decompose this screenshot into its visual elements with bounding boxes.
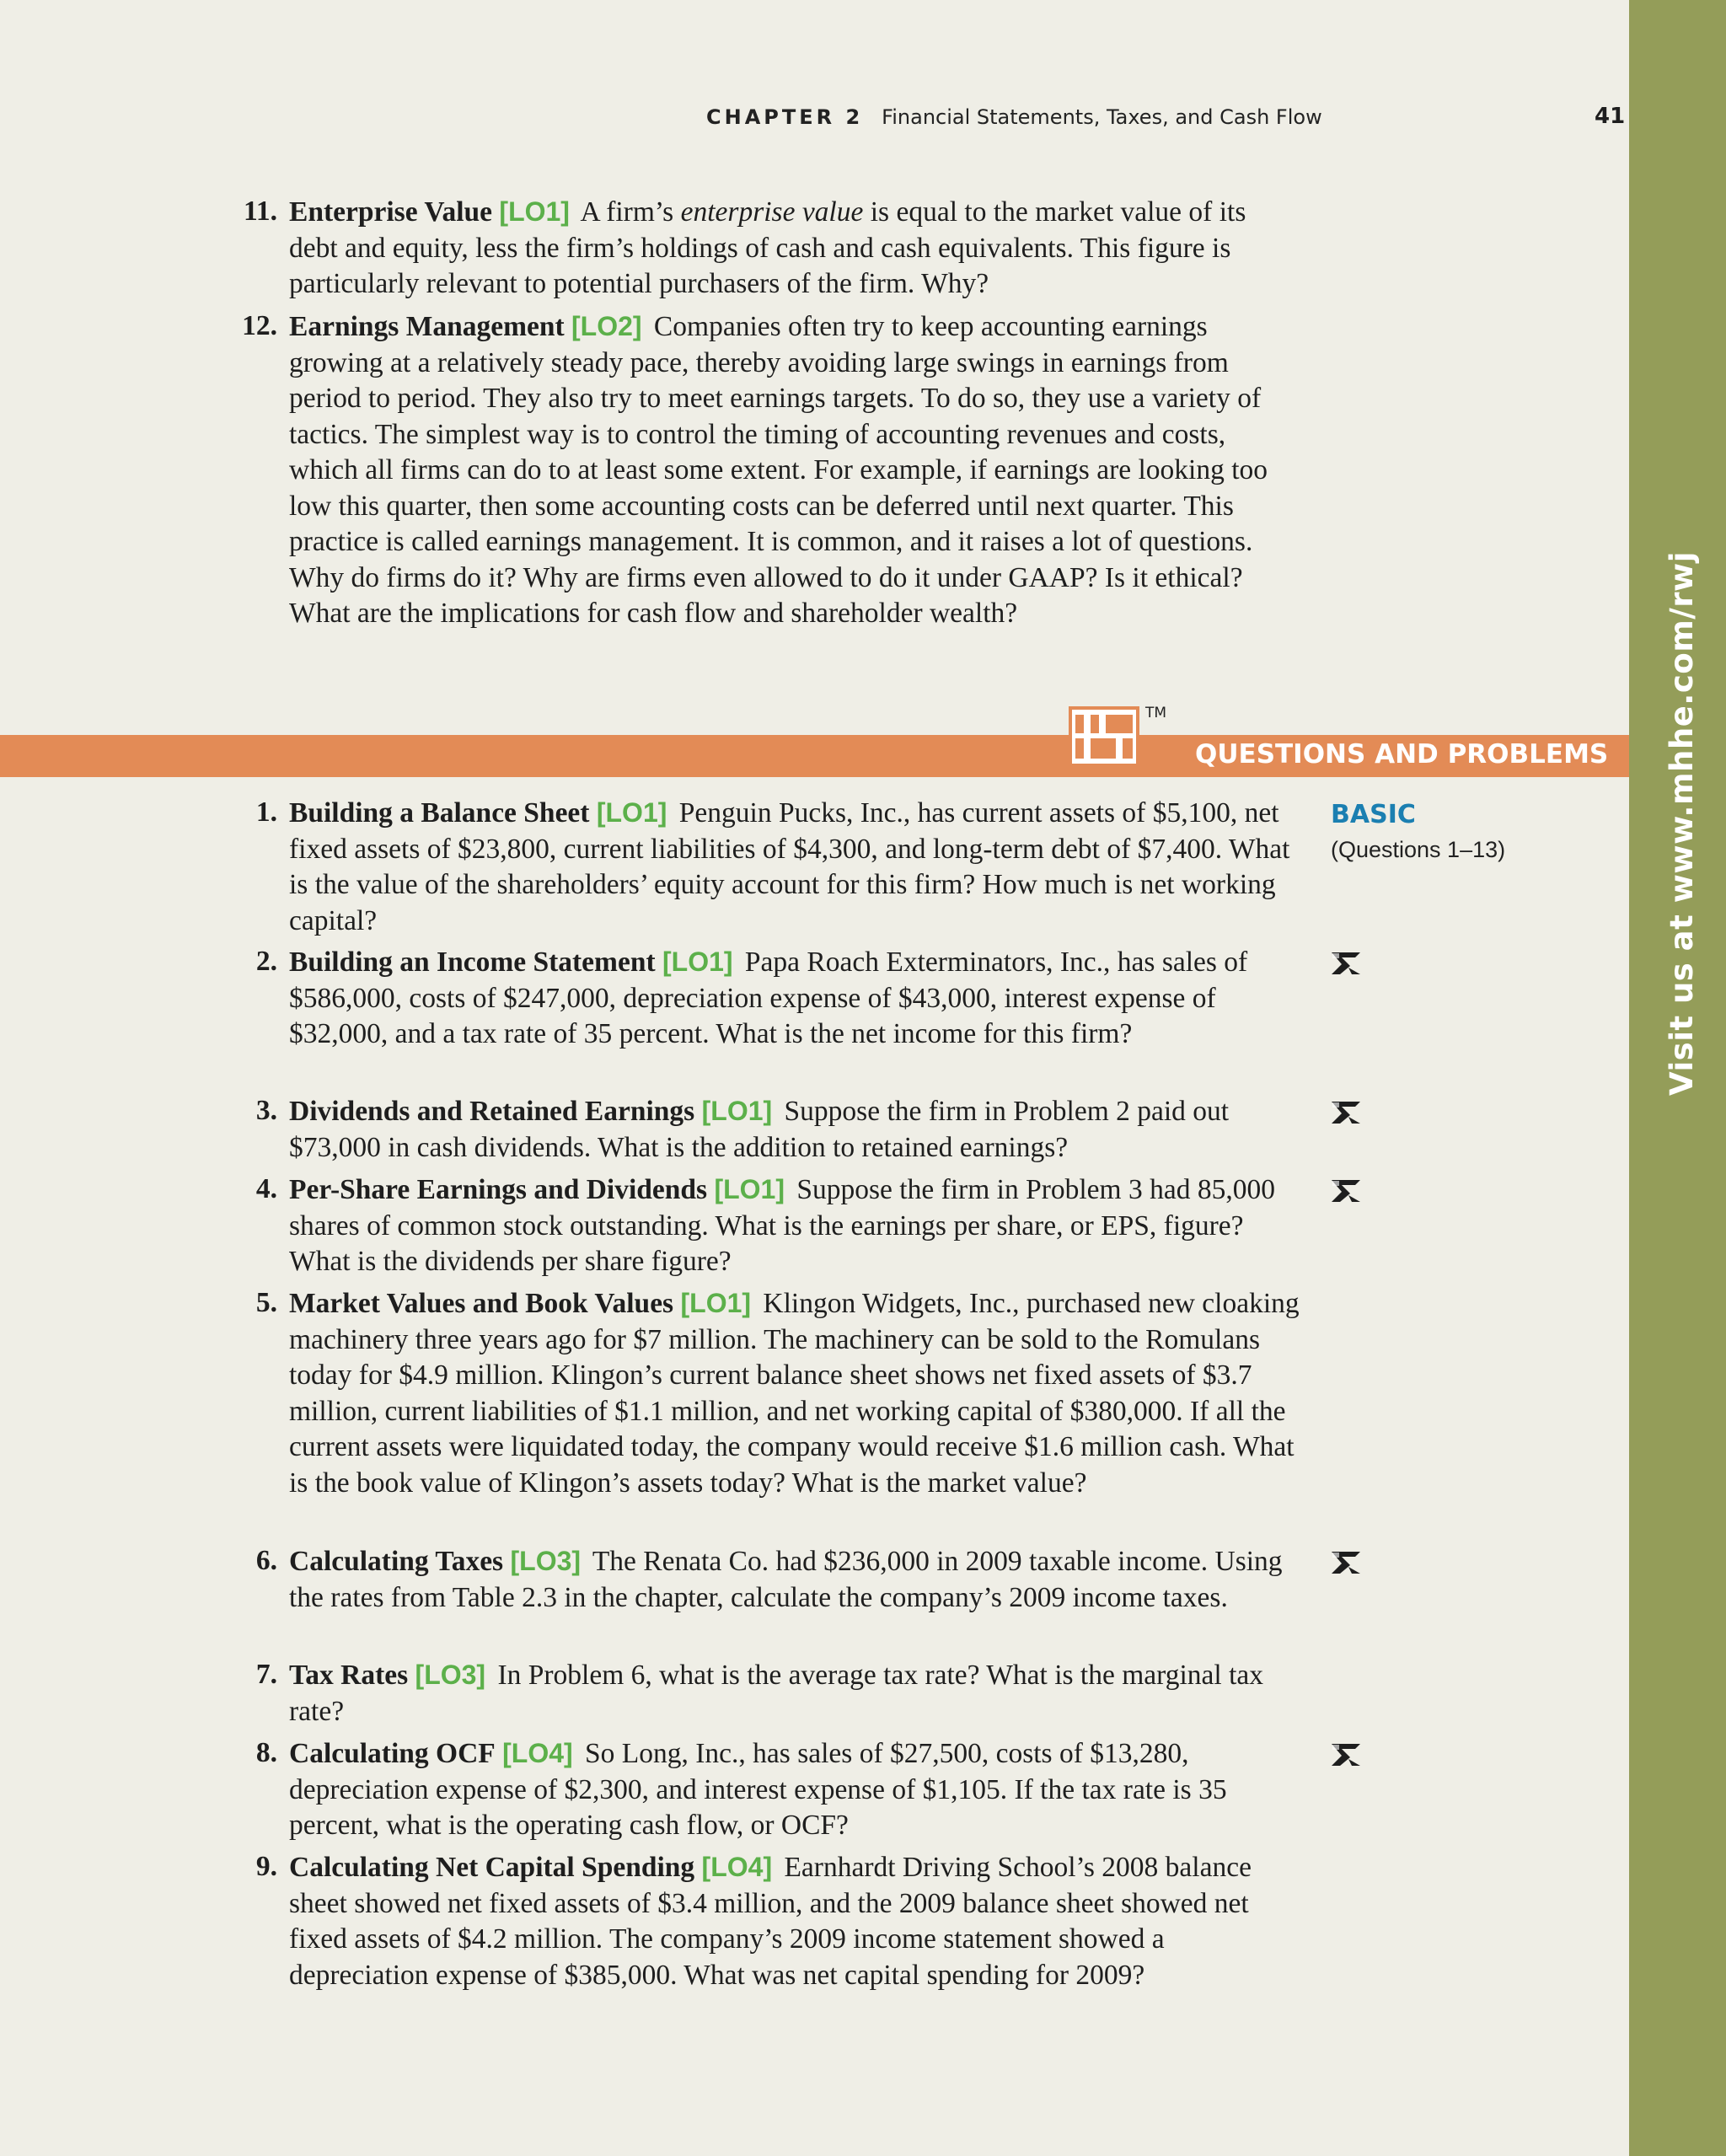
problem-number: 9.: [255, 1851, 277, 1882]
problem-text: In Problem 6, what is the average tax rate? What is the marginal tax rate?: [289, 1660, 1263, 1727]
problem-text: Papa Roach Exterminators, Inc., has sales of $586,000, costs of $247,000, depreciation expense of $43,000, interest expense of $32,000, and a tax rate of 35 percent. What is the net income for this firm?: [289, 947, 1248, 1049]
problem-title: Enterprise Value: [289, 196, 493, 228]
problem-title: Earnings Management: [289, 311, 565, 342]
problem-number: 2.: [255, 946, 277, 977]
problem-title: Market Values and Book Values: [289, 1288, 674, 1319]
chapter-label: CHAPTER 2: [706, 105, 864, 129]
learning-objective-tag: [LO1]: [701, 1096, 773, 1126]
excel-spreadsheet-icon: [1330, 1550, 1362, 1575]
problem-title: Per-Share Earnings and Dividends: [289, 1174, 708, 1205]
problem-1: [255, 795, 1300, 939]
excel-spreadsheet-icon: [1330, 1100, 1362, 1125]
problem-text: The Renata Co. had $236,000 in 2009 taxable income. Using the rates from Table 2.3 in the chapter, calculate the company’s 2009 income taxes.: [289, 1546, 1283, 1613]
problem-4: [255, 1172, 1300, 1280]
problem-number: 6.: [255, 1545, 277, 1576]
learning-objective-tag: [LO4]: [701, 1852, 773, 1882]
problem-number: 3.: [255, 1095, 277, 1126]
question-range: (Questions 1–13): [1331, 837, 1506, 862]
excel-spreadsheet-icon: [1330, 1178, 1362, 1204]
problem-text-pre: A firm’s: [580, 196, 681, 228]
trademark: TM: [1145, 705, 1167, 721]
problem-text-italic: enterprise value: [680, 196, 864, 228]
learning-objective-tag: [LO3]: [415, 1660, 486, 1690]
problem-12: [242, 308, 1300, 632]
excel-spreadsheet-icon: [1330, 1742, 1362, 1767]
problem-number: 12.: [242, 310, 277, 341]
problem-number: 11.: [243, 196, 277, 227]
difficulty-label: BASIC: [1331, 800, 1416, 829]
page-number: 41: [1595, 104, 1626, 129]
problem-5: [255, 1285, 1300, 1501]
running-head: [706, 105, 1322, 129]
problem-title: Tax Rates: [289, 1660, 409, 1691]
problem-number: 8.: [255, 1737, 277, 1768]
problem-number: 4.: [255, 1173, 277, 1204]
problem-title: Building an Income Statement: [289, 947, 656, 978]
learning-objective-tag: [LO1]: [499, 196, 570, 227]
problem-title: Dividends and Retained Earnings: [289, 1096, 695, 1127]
learning-objective-tag: [LO1]: [680, 1288, 752, 1318]
learning-objective-tag: [LO1]: [596, 797, 667, 828]
problem-number: 5.: [255, 1287, 277, 1318]
learning-objective-tag: [LO1]: [662, 947, 733, 977]
problem-title: Calculating Taxes: [289, 1546, 504, 1577]
excel-spreadsheet-icon: [1330, 951, 1362, 976]
problem-7: [255, 1657, 1300, 1730]
learning-objective-tag: [LO4]: [502, 1738, 573, 1768]
problem-9: [255, 1849, 1300, 1993]
problem-title: Building a Balance Sheet: [289, 797, 590, 829]
website-url[interactable]: Visit us at www.mhhe.com/rwj: [1664, 551, 1700, 1096]
problem-2: [255, 944, 1300, 1053]
problem-text: So Long, Inc., has sales of $27,500, costs of $13,280, depreciation expense of $2,300, and interest expense of $1,105. If the tax rate is 35 percent, what is the operating cash flow, or OCF?: [289, 1738, 1227, 1841]
chapter-title: Financial Statements, Taxes, and Cash Flow: [882, 105, 1322, 129]
problem-text: Companies often try to keep accounting earnings growing at a relatively steady pace, thereby avoiding large swings in earnings from period to period. They also try to meet earnings targets. To do so, they use a variety of tactics. The simplest way is to control the timing of accounting revenues and costs, which all firms can do to at least some extent. For example, if earnings are looking too low this quarter, then some accounting costs can be deferred until next quarter. This practice is called earnings management. It is common, and it raises a lot of questions. Why do firms do it? Why are firms even allowed to do it under GAAP? Is it ethical? What are the implications for cash flow and shareholder wealth?: [289, 311, 1268, 629]
problem-text: Penguin Pucks, Inc., has current assets of $5,100, net fixed assets of $23,800, current liabilities of $4,300, and long-term debt of $7,400. What is the value of the shareholders’ equity account for this firm? How much is net working capital?: [289, 797, 1290, 936]
problem-6: [255, 1543, 1300, 1616]
problem-11: [243, 194, 1300, 303]
problem-text: Earnhardt Driving School’s 2008 balance sheet showed net fixed assets of $3.4 million, and the 2009 balance sheet showed net fixed assets of $4.2 million. The company’s 2009 income statement showed a depreciation expense of $385,000. What was net capital spending for 2009?: [289, 1852, 1252, 1991]
problem-number: 1.: [255, 796, 277, 828]
problem-text: is equal to the market value of its debt and equity, less the firm’s holdings of cash and cash equivalents. This figure is particularly relevant to potential purchasers of the firm. Why?: [289, 196, 1246, 299]
problem-text: Suppose the firm in Problem 3 had 85,000 shares of common stock outstanding. What is the earnings per share, or EPS, figure? What is the dividends per share figure?: [289, 1174, 1275, 1277]
learning-objective-tag: [LO1]: [714, 1174, 785, 1204]
problem-3: [255, 1093, 1300, 1166]
hm-logo-icon: [1069, 706, 1139, 767]
problem-number: 7.: [255, 1659, 277, 1690]
learning-objective-tag: [LO2]: [571, 311, 642, 341]
problem-8: [255, 1735, 1300, 1844]
learning-objective-tag: [LO3]: [510, 1546, 582, 1576]
section-title: QUESTIONS AND PROBLEMS: [1195, 739, 1609, 770]
problem-title: Calculating Net Capital Spending: [289, 1852, 695, 1883]
problem-text: Suppose the firm in Problem 2 paid out $73,000 in cash dividends. What is the addition to retained earnings?: [289, 1096, 1230, 1163]
problem-title: Calculating OCF: [289, 1738, 496, 1769]
problem-text: Klingon Widgets, Inc., purchased new cloaking machinery three years ago for $7 million. The machinery can be sold to the Romulans today for $4.9 million. Klingon’s current balance sheet shows net fixed assets of $3.7 million, current liabilities of $1.1 million, and net working capital of $380,000. If all the current assets were liquidated today, the company would receive $1.6 million cash. What is the book value of Klingon’s assets today? What is the market value?: [289, 1288, 1300, 1499]
